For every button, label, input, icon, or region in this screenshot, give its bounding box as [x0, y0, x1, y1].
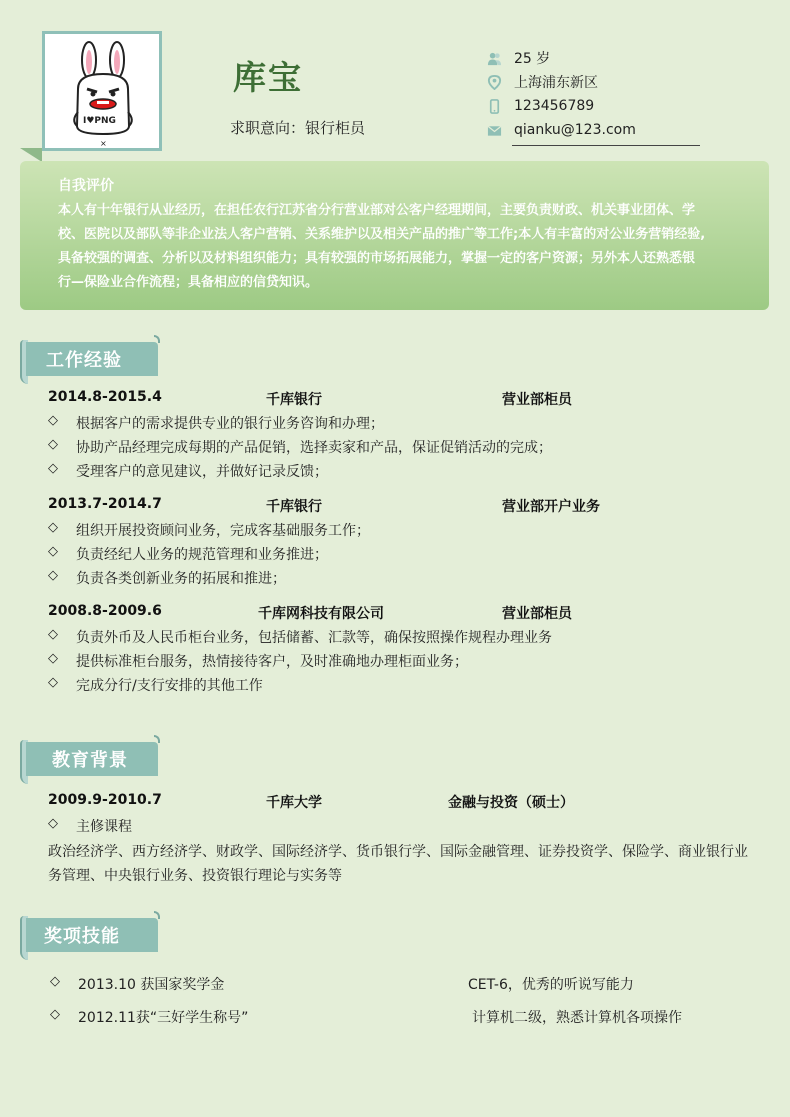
job-header	[48, 603, 748, 623]
email-text: qianku@123.com	[514, 122, 636, 138]
duty-text: 负责经纪人业务的规范管理和业务推进；	[76, 547, 328, 563]
phone-text: 123456789	[514, 98, 595, 114]
candidate-name: 库宝	[233, 58, 303, 97]
duty-text: 负责外币及人民币柜台业务，包括储蓄、汇款等，确保按照操作规程办理业务	[76, 630, 552, 646]
info-age	[487, 47, 550, 69]
info-location	[487, 71, 598, 93]
ribbon-curl-decoration	[154, 911, 160, 919]
job-role: 营业部柜员	[502, 392, 572, 408]
ribbon-curl-decoration	[154, 335, 160, 343]
courses-label: 主修课程	[76, 819, 132, 835]
education-period: 2009.9-2010.7	[48, 792, 162, 808]
duty-text: 负责各类创新业务的拓展和推进；	[76, 571, 286, 587]
bullet-diamond-icon: ◇	[48, 461, 58, 476]
job-duty	[48, 413, 384, 435]
location-pin-icon	[487, 75, 502, 90]
bullet-diamond-icon: ◇	[48, 627, 58, 642]
duty-text: 受理客户的意见建议，并做好记录反馈；	[76, 464, 328, 480]
avatar-fold-decoration	[20, 148, 42, 162]
courses-text	[48, 840, 748, 888]
duty-text: 协助产品经理完成每期的产品促销，选择卖家和产品，保证促销活动的完成；	[76, 440, 552, 456]
job-role: 营业部柜员	[502, 606, 572, 622]
courses-line: 务管理、中央银行业务、投资银行理论与实务等	[48, 868, 342, 884]
bullet-diamond-icon: ◇	[48, 544, 58, 559]
job-duty	[48, 544, 328, 566]
self-evaluation-text	[58, 199, 733, 295]
job-duty	[48, 461, 328, 483]
bullet-diamond-icon: ◇	[48, 568, 58, 583]
avatar	[42, 31, 162, 151]
self-evaluation-line: 校、医院以及部队等非企业法人客户营销、关系维护以及相关产品的推广等工作;本人有丰富的对公业务营销经验,	[58, 227, 706, 242]
bullet-diamond-icon: ◇	[48, 651, 58, 666]
job-duty	[48, 627, 552, 649]
award-item	[50, 974, 224, 996]
section-title: 奖项技能	[44, 926, 120, 947]
bunny-avatar-icon	[45, 34, 159, 148]
info-phone	[487, 95, 594, 117]
award-text: 2013.10 获国家奖学金	[78, 977, 225, 993]
job-duty	[48, 520, 370, 542]
job-duty	[48, 675, 263, 697]
section-header-education	[20, 740, 160, 780]
award-text: 2012.11获“三好学生称号”	[78, 1010, 249, 1026]
job-duty	[48, 651, 468, 673]
job-period: 2013.7-2014.7	[48, 496, 162, 512]
svg-text:×: ×	[100, 139, 107, 148]
duty-text: 组织开展投资顾问业务，完成客基础服务工作；	[76, 523, 370, 539]
job-company: 千库银行	[266, 499, 322, 515]
person-icon	[487, 51, 502, 66]
duty-text: 根据客户的需求提供专业的银行业务咨询和办理；	[76, 416, 384, 432]
section-header-work	[20, 340, 160, 380]
info-underline	[512, 145, 700, 146]
bullet-diamond-icon: ◇	[48, 413, 58, 428]
bullet-diamond-icon: ◇	[50, 1007, 60, 1022]
self-evaluation-line: 本人有十年银行从业经历，在担任农行江苏省分行营业部对公客户经理期间，主要负责财政、机关事业团体、学	[58, 203, 696, 218]
job-duty	[48, 437, 552, 459]
section-title: 教育背景	[52, 750, 128, 771]
info-email	[487, 119, 636, 141]
bullet-diamond-icon: ◇	[48, 437, 58, 452]
award-item	[50, 1007, 248, 1029]
self-evaluation-box	[20, 161, 769, 310]
self-evaluation-line: 具备较强的调查、分析以及材料组织能力；具有较强的市场拓展能力，掌握一定的客户资源；另外本人还熟悉银	[58, 251, 696, 266]
education-header	[48, 792, 748, 812]
skill-text: 计算机二级，熟悉计算机各项操作	[472, 1010, 682, 1026]
location-text: 上海浦东新区	[514, 75, 598, 91]
duty-text: 提供标准柜台服务，热情接待客户，及时准确地办理柜面业务；	[76, 654, 468, 670]
age-text: 25 岁	[514, 51, 551, 67]
job-company: 千库银行	[266, 392, 322, 408]
section-header-awards	[20, 916, 160, 956]
avatar-caption: I♥PNG	[83, 116, 116, 126]
bullet-diamond-icon: ◇	[48, 520, 58, 535]
bullet-diamond-icon: ◇	[48, 816, 58, 831]
job-header	[48, 496, 748, 516]
courses-line: 政治经济学、西方经济学、财政学、国际经济学、货币银行学、国际金融管理、证券投资学、保险学、商业银行业	[48, 844, 748, 860]
job-duty	[48, 568, 286, 590]
section-title: 工作经验	[46, 350, 122, 371]
duty-text: 完成分行/支行安排的其他工作	[76, 678, 263, 694]
self-evaluation-title: 自我评价	[58, 178, 114, 194]
education-school: 千库大学	[266, 795, 322, 811]
courses-label-row	[48, 816, 132, 838]
job-intent: 求职意向：银行柜员	[230, 119, 366, 137]
education-major: 金融与投资（硕士）	[448, 795, 574, 811]
self-evaluation-line: 行—保险业合作流程；具备相应的信贷知识。	[58, 275, 319, 290]
job-period: 2008.8-2009.6	[48, 603, 162, 619]
job-company: 千库网科技有限公司	[258, 606, 384, 622]
job-period: 2014.8-2015.4	[48, 389, 162, 405]
skill-text: CET-6，优秀的听说写能力	[468, 977, 634, 993]
envelope-icon	[487, 123, 502, 138]
job-role: 营业部开户业务	[502, 499, 600, 515]
job-header	[48, 389, 748, 409]
bullet-diamond-icon: ◇	[48, 675, 58, 690]
bullet-diamond-icon: ◇	[50, 974, 60, 989]
ribbon-curl-decoration	[154, 735, 160, 743]
phone-icon	[487, 99, 502, 114]
